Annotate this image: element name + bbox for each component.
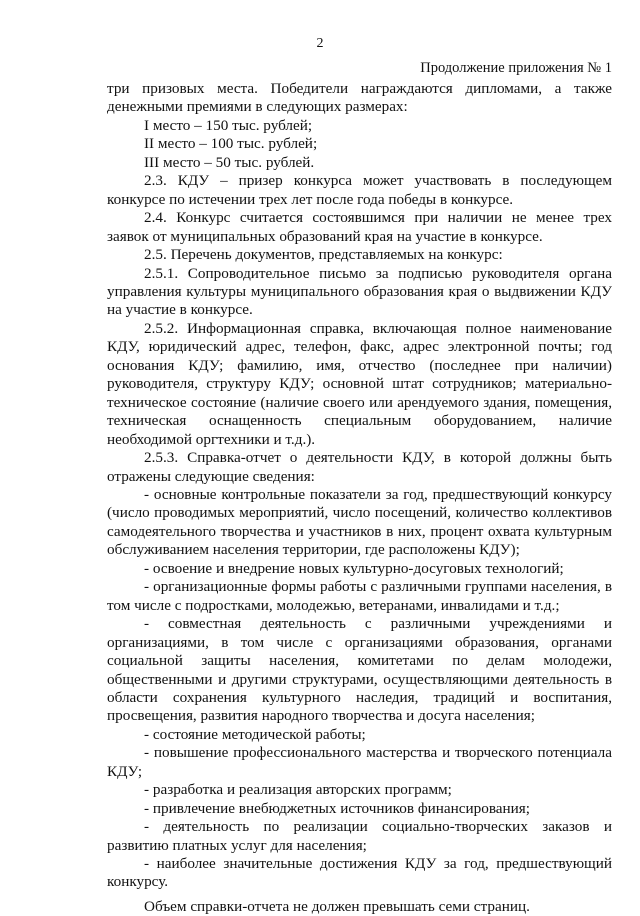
list-item: - основные контрольные показатели за год, предшествующий конкурсу (число проводимых мероприятий, число посещений, количество коллективов самодеятельного творчества и участников в них, процент охвата культурным обслуживанием населения территории, где расположены КДУ);	[107, 485, 612, 559]
page-number: 2	[316, 36, 324, 51]
list-item: - освоение и внедрение новых культурно-досуговых технологий;	[144, 559, 564, 577]
paragraph-2-5-2: 2.5.2. Информационная справка, включающая полное наименование КДУ, юридический адрес, телефон, факс, адрес электронной почты; год основания КДУ; фамилию, имя, отчество (последнее при наличии) руководителя, структуру КДУ; основной штат сотрудников; материально-техническое состояние (наличие своего или арендуемого здания, помещения, техническая оснащенность специальным оборудованием, наличие необходимой оргтехники и т.д.).	[107, 319, 612, 448]
list-item: - деятельность по реализации социально-творческих заказов и развитию платных услуг для населения;	[107, 818, 612, 854]
paragraph-2-5-3: 2.5.3. Справка-отчет о деятельности КДУ, в которой должны быть отражены следующие сведения:	[107, 449, 612, 485]
list-item: - наиболее значительные достижения КДУ за год, предшествующий конкурсу.	[107, 855, 612, 891]
list-item: - состояние методической работы;	[144, 725, 366, 743]
document-body	[107, 80, 612, 916]
prize-second: II место – 100 тыс. рублей;	[144, 135, 318, 153]
appendix-continuation-note: Продолжение приложения № 1	[420, 60, 612, 76]
list-item: - повышение профессионального мастерства и творческого потенциала КДУ;	[107, 744, 612, 780]
list-item: - совместная деятельность с различными учреждениями и организациями, в том числе с организациями образования, органами социальной защиты населения, комитетами по делам молодежи, общественными и другими структурами, осуществляющими деятельность в области сохранения культурного наследия, традиций и воспитания, просвещения, развития народного творчества и досуга населения;	[107, 615, 612, 725]
closing-paragraph: Объем справки-отчета не должен превышать семи страниц.	[144, 897, 530, 915]
paragraph-2-4: 2.4. Конкурс считается состоявшимся при наличии не менее трех заявок от муниципальных образований края на участие в конкурсе.	[107, 209, 612, 245]
prize-third: III место – 50 тыс. рублей.	[144, 153, 315, 171]
list-item: - привлечение внебюджетных источников финансирования;	[144, 799, 531, 817]
paragraph-2-5-1: 2.5.1. Сопроводительное письмо за подписью руководителя органа управления культуры муниципального образования края о выдвижении КДУ на участие в конкурсе.	[107, 264, 612, 319]
prize-first: I место – 150 тыс. рублей;	[144, 116, 313, 134]
paragraph-2-3: 2.3. КДУ – призер конкурса может участвовать в последующем конкурсе по истечении трех лет после года победы в конкурсе.	[107, 172, 612, 208]
list-item: - организационные формы работы с различными группами населения, в том числе с подростками, молодежью, ветеранами, инвалидами и т.д.;	[107, 578, 612, 614]
paragraph-2-5: 2.5. Перечень документов, представляемых на конкурс:	[144, 246, 503, 264]
intro-paragraph: три призовых места. Победители награждаются дипломами, а также денежными премиями в следующих размерах:	[107, 80, 612, 116]
list-item: - разработка и реализация авторских программ;	[144, 781, 452, 799]
